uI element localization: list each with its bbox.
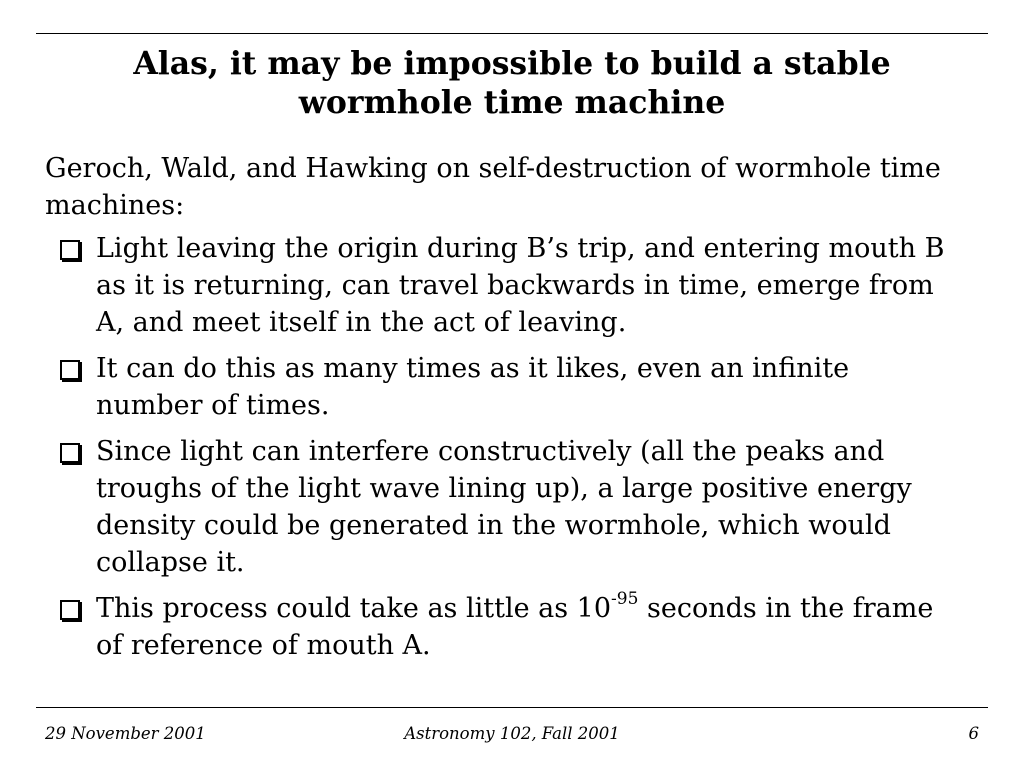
bullet-item: [60, 590, 960, 664]
square-bullet-icon: [60, 360, 80, 380]
bullet-text-after: seconds in the frame of reference of mouth A.: [96, 593, 934, 661]
exponent: -95: [611, 589, 639, 609]
slide-title: Alas, it may be impossible to build a stable wormhole time machine: [133, 45, 891, 121]
bullet-text: Since light can interfere constructively (all the peaks and troughs of the light wave lining up), a large positive energy density could be generated in the wormhole, which would collapse it.: [96, 436, 912, 578]
footer-page-number: 6: [968, 724, 979, 743]
bullet-item: [60, 230, 960, 341]
footer-date: 29 November 2001: [45, 724, 206, 743]
bullet-item: [60, 433, 960, 581]
square-bullet-icon: [60, 600, 80, 620]
intro-text: Geroch, Wald, and Hawking on self-destruction of wormhole time machines:: [45, 153, 941, 221]
bullet-text: Light leaving the origin during B’s trip, and entering mouth B as it is returning, can travel backwards in time, emerge from A, and meet itself in the act of leaving.: [96, 233, 945, 338]
square-bullet-icon: [60, 443, 80, 463]
square-bullet-icon: [60, 240, 80, 260]
bullet-text: It can do this as many times as it likes, even an infinite number of times.: [96, 353, 850, 421]
bullet-list: [60, 230, 960, 673]
bullet-item: [60, 350, 960, 424]
top-rule: [36, 33, 988, 34]
footer-course: Astronomy 102, Fall 2001: [404, 724, 620, 743]
bullet-text-before: This process could take as little as 10: [96, 593, 612, 624]
bottom-rule: [36, 707, 988, 708]
bullet-text: [96, 589, 934, 661]
